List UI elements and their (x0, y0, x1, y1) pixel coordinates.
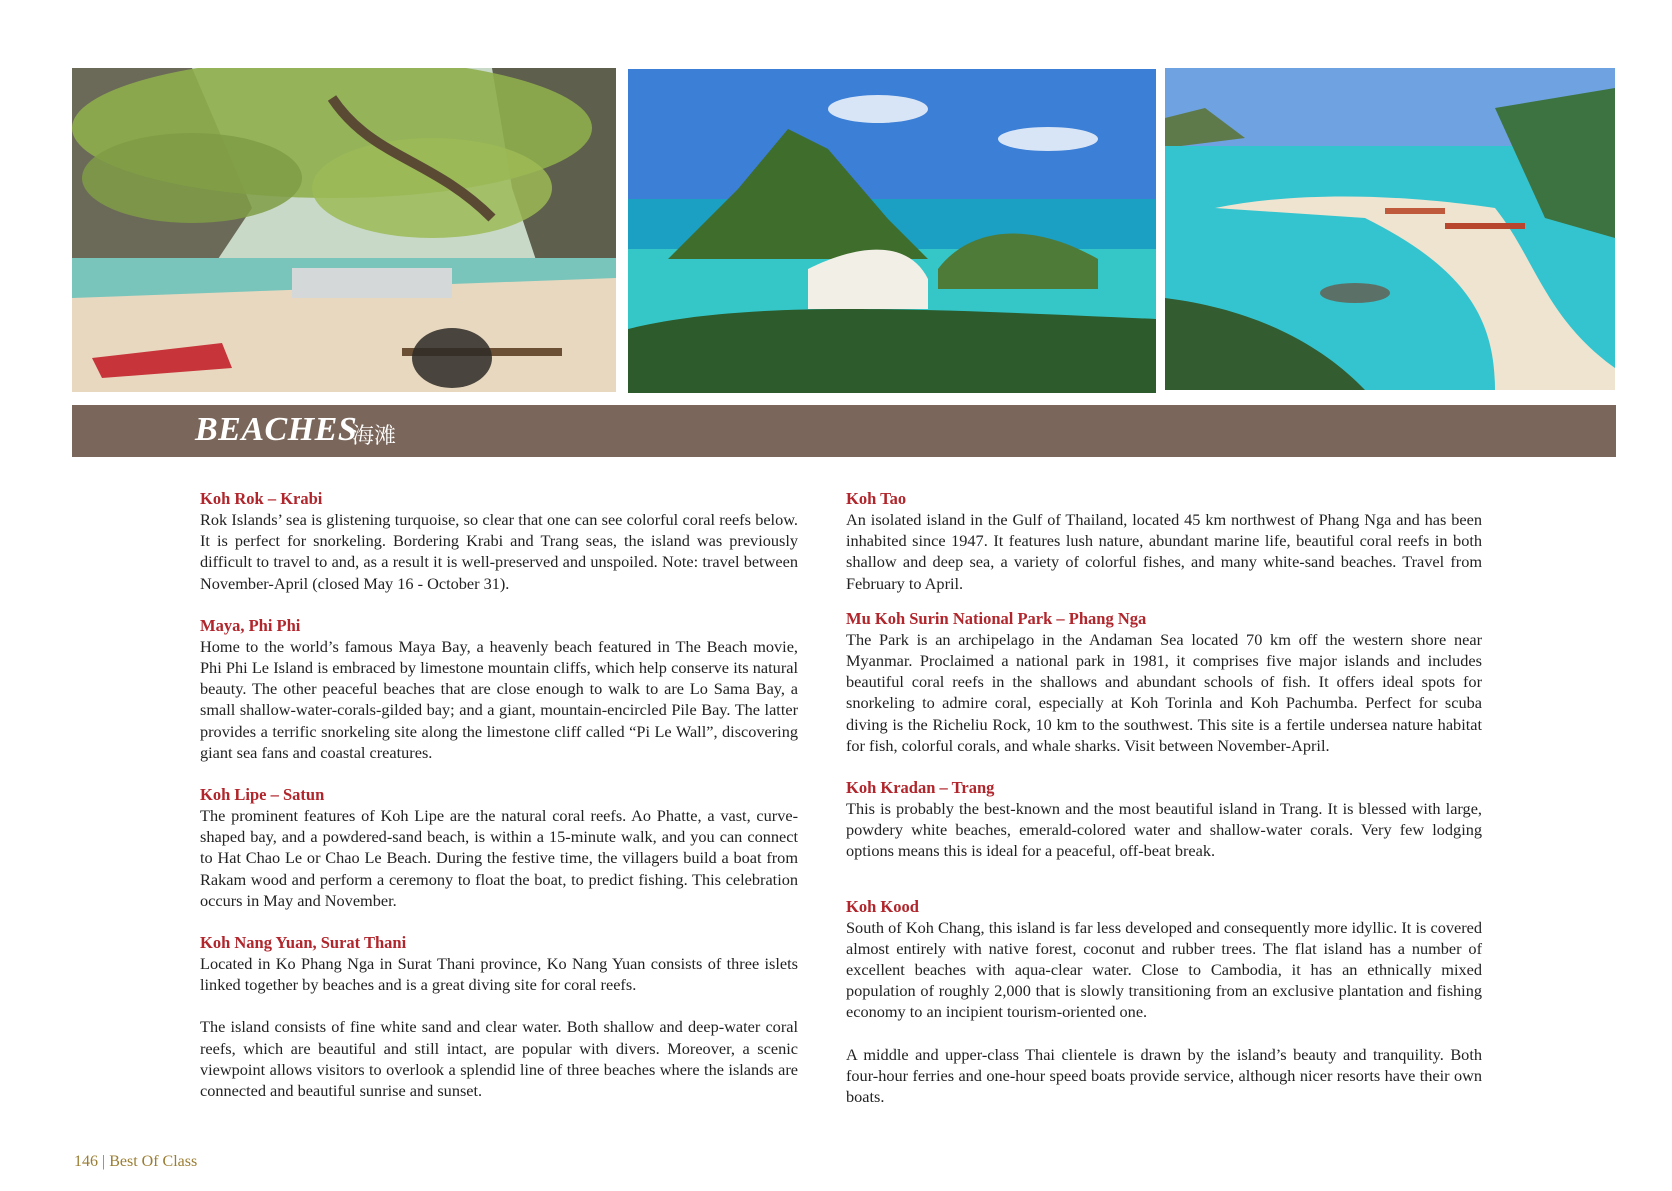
article-heading: Koh Kood (846, 896, 919, 916)
article-maya-phi-phi (200, 615, 798, 763)
article-paragraph: The prominent features of Koh Lipe are the natural coral reefs. Ao Phatte, a vast, curve-shaped bay, and a powdered-sand beach, is within a 15-minute walk, and you can connect to Hat Chao Le or Chao Le Beach. During the festive time, the villagers build a boat from Rakam wood and perform a ceremony to float the boat, to predict fishing. This celebration occurs in May and November. (200, 806, 798, 910)
article-paragraph: An isolated island in the Gulf of Thailand, located 45 km northwest of Phang Nga and has been inhabited since 1947. It features lush nature, abundant marine life, beautiful coral reefs in both shallow and deep sea, a variety of colorful fishes, and many white-sand beaches. Travel from February to April. (846, 510, 1482, 593)
section-banner (72, 405, 1616, 457)
article-paragraph: Rok Islands’ sea is glistening turquoise, so clear that one can see colorful coral reefs below. It is perfect for snorkeling. Bordering Krabi and Trang seas, the island was previously difficult to travel to and, as a result it is well-preserved and unspoiled. Note: travel between November-April (closed May 16 - October 31). (200, 510, 798, 593)
article-heading: Koh Nang Yuan, Surat Thani (200, 933, 407, 953)
left-column (200, 488, 798, 1101)
article-paragraph: Located in Ko Phang Nga in Surat Thani province, Ko Nang Yuan consists of three islets linked together by beaches and is a great diving site for coral reefs. (200, 954, 798, 995)
article-paragraph: The island consists of fine white sand and clear water. Both shallow and deep-water coral reefs, which are beautiful and still intact, are popular with divers. Moreover, a scenic viewpoint allows visitors to overlook a splendid line of three beaches where the islands are connected and beautiful sunrise and sunset. (200, 1017, 798, 1101)
article-koh-kood (846, 896, 1482, 1108)
article-heading: Koh Kradan – Trang (846, 778, 995, 798)
article-heading: Mu Koh Surin National Park – Phang Nga (846, 608, 1147, 628)
page-number: 146 (74, 1153, 98, 1170)
article-mu-koh-surin (846, 608, 1482, 756)
article-koh-kradan (846, 777, 1482, 862)
section-title: BEACHES (195, 411, 358, 448)
article-koh-nang-yuan (200, 932, 798, 1101)
article-koh-lipe (200, 784, 798, 911)
article-heading: Koh Lipe – Satun (200, 785, 325, 805)
publication-name: Best Of Class (109, 1153, 198, 1170)
section-title-cjk: 海滩 (352, 424, 397, 449)
article-paragraph: South of Koh Chang, this island is far less developed and consequently more idyllic. It is covered almost entirely with native forest, coconut and rubber trees. The flat island has a number of excellent beaches with aqua-clear water. Close to Cambodia, it has an ethnically mixed population of roughly 2,000 that is slowly transitioning from an exclusive plantation and fishing economy to an incipient tourism-oriented one. (846, 917, 1482, 1022)
article-paragraph: A middle and upper-class Thai clientele is drawn by the island’s beauty and tranquility. Both four-hour ferries and one-hour speed boats provide service, although nicer resorts have their own boats. (846, 1044, 1482, 1107)
footer-separator: | (102, 1153, 106, 1170)
page-footer (74, 1153, 197, 1171)
article-heading: Maya, Phi Phi (200, 615, 301, 635)
article-paragraph: The Park is an archipelago in the Andaman Sea located 70 km off the western shore near Myanmar. Proclaimed a national park in 1981, it comprises five major islands and includes beautiful coral reefs in the shallows and abundant schools of fish. It offers ideal spots for snorkeling to admire coral, especially at Koh Torinla and Koh Pachumba. Perfect for scuba diving is the Richeliu Rock, 10 km to the southwest. This site is a fertile undersea nature habitat for fish, colorful corals, and whale sharks. Visit between November-April. (846, 629, 1482, 755)
article-heading: Koh Rok – Krabi (200, 489, 323, 508)
right-column (846, 488, 1482, 1107)
photo-koh-nang-yuan (628, 69, 1156, 393)
article-koh-tao (846, 488, 1482, 594)
photo-beach-swing (72, 68, 616, 392)
article-paragraph: Home to the world’s famous Maya Bay, a heavenly beach featured in The Beach movie, Phi Phi Le Island is embraced by limestone mountain cliffs, which help conserve its natural beauty. The other peaceful beaches that are close enough to walk to are Lo Sama Bay, a small shallow-water-corals-gilded bay; and a giant, mountain-encircled Pile Bay. The latter provides a terrific snorkeling site along the limestone cliff called “Pi Le Wall”, discovering giant sea fans and coastal creatures. (200, 636, 798, 762)
article-heading: Koh Tao (846, 489, 907, 508)
article-koh-rok (200, 488, 798, 594)
article-paragraph: This is probably the best-known and the most beautiful island in Trang. It is blessed with large, powdery white beaches, emerald-colored water and shallow-water corals. Very few lodging options means this is ideal for a peaceful, off-beat break. (846, 799, 1482, 861)
photo-turquoise-bay (1165, 68, 1615, 390)
